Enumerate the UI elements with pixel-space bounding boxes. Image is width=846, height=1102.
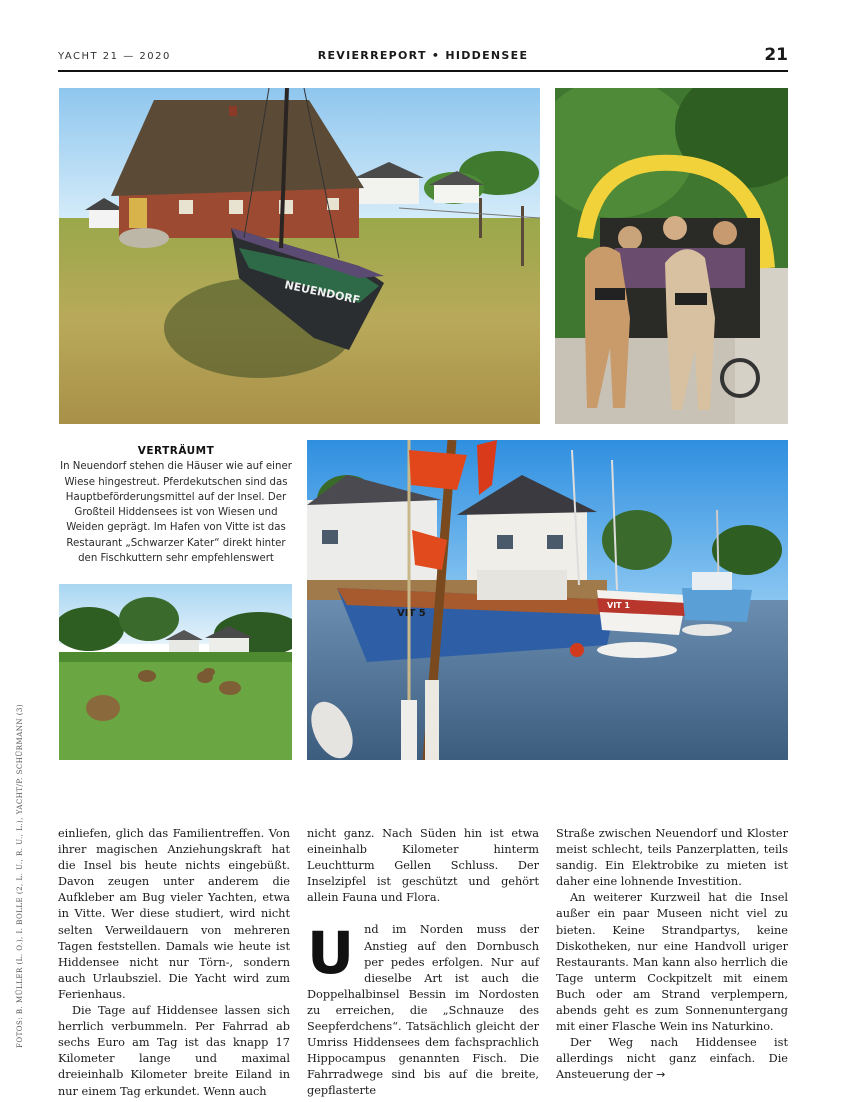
boat-label-vit5: VIT 5 xyxy=(397,608,426,619)
caption-title: VERTRÄUMT xyxy=(137,445,215,457)
article-column-3 xyxy=(556,826,788,1084)
article-paragraph-last xyxy=(556,1035,788,1083)
page-number: 21 xyxy=(764,45,788,65)
article-paragraph: einliefen, glich das Familientreffen. Von ihrer magischen Anziehungskraft hat die Insel bis heute nichts eingebüßt. Davon zeugen unter anderem die Aufkleber am Bug vieler Yachten, etwa in Vitte. Wer diese studiert, wird nicht selten Verweildauern von mehreren Tagen feststellen. Damals wie heute ist Hiddensee nicht nur Törn-, sondern auch Urlaubsziel. Die Yacht wird zum Ferienhaus. xyxy=(58,827,290,1001)
caption-text: In Neuendorf stehen die Häuser wie auf einer Wiese hingestreut. Pferdekutschen sind das Hauptbeförderungsmittel auf der Insel. Der Großteil Hiddensees ist von Wiesen und Weiden geprägt. Im Hafen von Vitte ist das Restaurant „Schwarzer Kater“ direkt hinter den Fischkuttern sehr empfehlenswert xyxy=(60,461,292,565)
article-paragraph: Die Tage auf Hiddensee lassen sich herrlich verbummeln. Per Fahrrad ab sechs Euro am Tag ist das knapp 17 Kilometer lange und maximal dreieinhalb Kilometer breite Eiland in nur einem Tag erkundet. Wenn auch xyxy=(58,1004,290,1098)
article-column-1 xyxy=(58,826,290,1100)
drop-cap: U xyxy=(307,919,355,988)
photo-horse-carriage xyxy=(555,88,788,424)
photo-neuendorf-boat xyxy=(59,88,540,424)
photo-credit: FOTOS: B. MÜLLER (L. O.), I. BOLLE (2, L. U., R. U., L.), YACHT/P. SCHÜRMANN (3) xyxy=(16,703,24,1048)
section-title: REVIERREPORT • HIDDENSEE xyxy=(317,49,529,62)
boat-label-vit1: VIT 1 xyxy=(607,601,630,610)
article-paragraph: An weiterer Kurzweil hat die Insel außer ein paar Museen nicht viel zu bieten. Keine Strandpartys, keine Diskotheken, nur eine Handvoll uriger Restaurants. Man kann also herrlich die Tage unterm Cockpitzelt mit einem Buch oder am Strand verplempern, abends geht es zum Sonnenuntergang mit einer Flasche Wein ins Naturkino. xyxy=(556,891,788,1034)
photo-caption xyxy=(58,444,294,566)
article-paragraph: nicht ganz. Nach Süden hin ist etwa eineinhalb Kilometer hinterm Leuchtturm Gellen Schluss. Der Inselzipfel ist geschützt und gehört allein Fauna und Flora. xyxy=(307,827,539,905)
header-rule xyxy=(58,70,788,72)
article-paragraph: Straße zwischen Neuendorf und Kloster meist schlecht, teils Panzerplatten, teils sandig. Ein Elektrobike zu mieten ist daher eine lohnende Investition. xyxy=(556,827,788,889)
magazine-issue: YACHT 21 — 2020 xyxy=(58,51,171,62)
article-paragraph-dropcap xyxy=(307,919,539,1099)
photo-vitte-harbor xyxy=(307,440,788,760)
photo-hay-meadow xyxy=(59,584,292,760)
article-paragraph-text: nd im Norden muss der Anstieg auf den Dornbusch per pedes erfolgen. Nur auf dieselbe Art ist auch die Doppelhalbinsel Bessin im Nordosten zu erreichen, die „Schnauze des Seepferdchens“. Tatsächlich gleicht der Umriss Hiddensees dem fachsprachlich Hippocampus genannten Fisch. Die Fahrradwege sind bis auf die breite, gepflasterte xyxy=(307,923,539,1098)
article-paragraph-text: Der Weg nach Hiddensee ist allerdings nicht ganz einfach. Die Ansteuerung der xyxy=(556,1036,788,1082)
boat-name-label: NEUENDORF xyxy=(283,278,362,307)
continue-arrow-icon: → xyxy=(656,1068,666,1082)
article-column-2 xyxy=(307,826,539,1100)
